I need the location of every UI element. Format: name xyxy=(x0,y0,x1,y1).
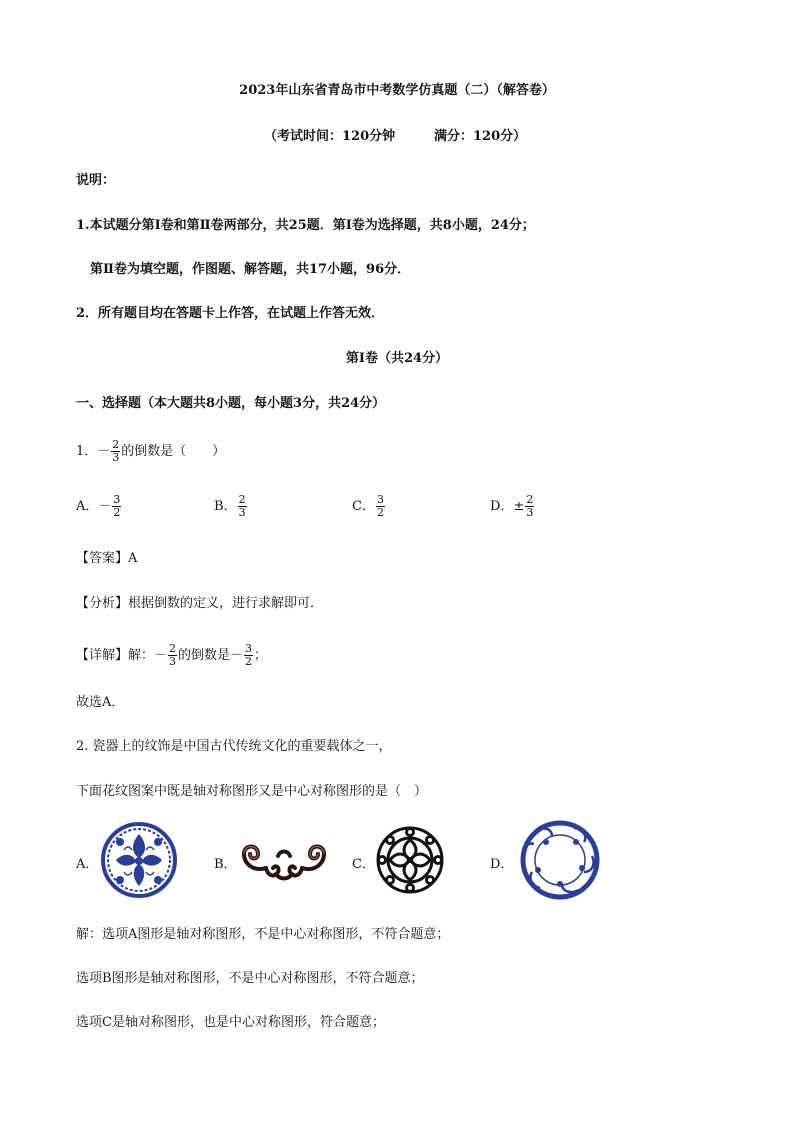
q1-number: 1． xyxy=(76,444,98,459)
q2-option-d-label: D． xyxy=(490,857,514,872)
document-title: 2023年山东省青岛市中考数学仿真题（二）（解答卷） xyxy=(239,83,555,98)
q1-option-c: C． $\frac{3}{2}$ xyxy=(352,493,384,519)
q1-sign: － xyxy=(97,444,111,459)
exam-time: （考试时间：120分钟 xyxy=(264,129,396,144)
q1-option-b: B． $\frac{2}{3}$ xyxy=(214,493,246,519)
q1-conclusion: 故选A． xyxy=(76,695,125,710)
q2-solution-line3: 选项C是轴对称图形，也是中心对称图形，符合题意； xyxy=(76,1015,385,1030)
instruction-item-2: 2．所有题目均在答题卡上作答，在试题上作答无效． xyxy=(76,306,385,321)
q2-stem-line2: 下面花纹图案中既是轴对称图形又是中心对称图形的是（ ） xyxy=(76,784,428,799)
part1-title: 第Ⅰ卷（共24分） xyxy=(345,351,449,366)
q2-stem-line1: 2. 瓷器上的纹饰是中国古代传统文化的重要载体之一， xyxy=(76,739,392,754)
q2-solution-line1: 解：选项A图形是轴对称图形，不是中心对称图形，不符合题意； xyxy=(76,927,450,942)
exam-score: 满分：120分） xyxy=(434,129,527,144)
q1-option-d: D．± $\frac{2}{3}$ xyxy=(490,493,534,519)
q1-answer: 【答案】A xyxy=(76,551,138,566)
q1-analysis: 【分析】根据倒数的定义，进行求解即可． xyxy=(76,596,324,611)
section1-title: 一、选择题（本大题共8小题，每小题3分，共24分） xyxy=(76,396,386,411)
q1-stem-tail: 的倒数是（ ） xyxy=(121,444,226,459)
q2-option-b-label: B． xyxy=(214,857,237,872)
scroll-pattern-b xyxy=(236,836,332,886)
q2-option-a-label: A． xyxy=(76,857,99,872)
instruction-item-1: 1.本试题分第Ⅰ卷和第Ⅱ卷两部分，共25题．第Ⅰ卷为选择题，共8小题，24分； xyxy=(76,218,535,233)
medallion-pattern-c xyxy=(374,824,446,896)
q1-stem xyxy=(76,439,225,464)
q1-fraction: $\frac{2}{3}$ xyxy=(112,438,120,464)
q1-option-a: A．－ $\frac{3}{2}$ xyxy=(76,493,121,519)
q2-solution-line2: 选项B图形是轴对称图形，不是中心对称图形，不符合题意； xyxy=(76,971,424,986)
instructions-heading: 说明： xyxy=(76,173,116,188)
instruction-item-1-cont: 第Ⅱ卷为填空题，作图题、解答题，共17小题，96分． xyxy=(90,262,411,277)
q1-detail: 【详解】解：－ $\frac{2}{3}$ 的倒数是－ $\frac{3}{2}$ ； xyxy=(76,642,268,668)
floral-medallion-pattern-a xyxy=(96,822,182,898)
cloud-ring-pattern-d xyxy=(516,818,604,902)
q2-option-c-label: C． xyxy=(352,857,375,872)
